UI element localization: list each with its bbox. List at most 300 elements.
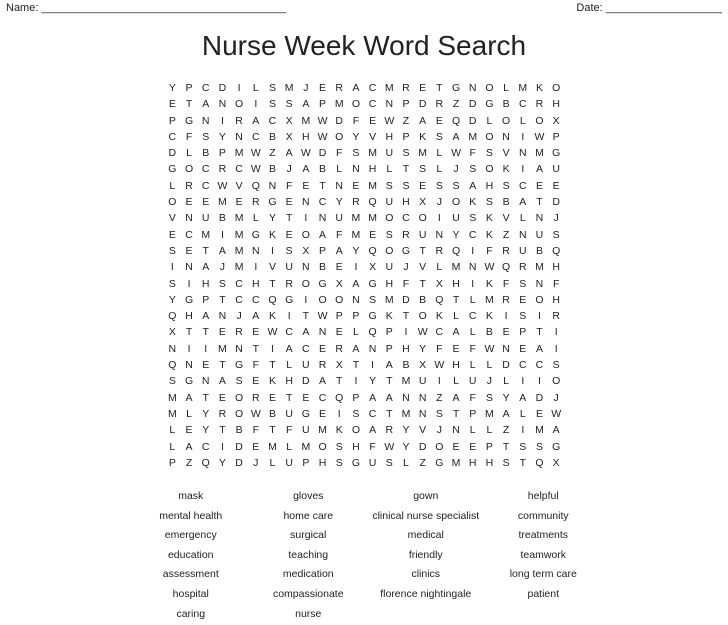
grid-cell[interactable]: O — [485, 130, 494, 143]
grid-cell[interactable]: A — [502, 407, 510, 420]
grid-cell[interactable]: Q — [451, 244, 461, 257]
grid-cell[interactable]: I — [254, 98, 258, 111]
grid-cell[interactable]: B — [202, 147, 210, 160]
grid-cell[interactable]: D — [535, 391, 544, 404]
grid-cell[interactable]: I — [220, 440, 224, 453]
grid-cell[interactable]: L — [436, 147, 443, 160]
grid-cell[interactable]: I — [204, 342, 208, 355]
grid-cell[interactable]: W — [451, 147, 461, 160]
grid-cell[interactable]: L — [486, 359, 493, 372]
grid-cell[interactable]: M — [234, 147, 244, 160]
grid-cell[interactable]: I — [271, 244, 274, 257]
grid-cell[interactable]: F — [486, 244, 493, 257]
grid-cell[interactable]: Q — [201, 456, 210, 469]
grid-cell[interactable]: R — [402, 228, 410, 241]
grid-cell[interactable]: R — [251, 196, 260, 209]
grid-cell[interactable]: S — [202, 130, 210, 143]
grid-cell[interactable]: G — [552, 440, 561, 453]
grid-cell[interactable]: C — [235, 163, 243, 176]
grid-cell[interactable]: S — [335, 456, 343, 469]
grid-cell[interactable]: H — [251, 277, 260, 290]
grid-cell[interactable]: E — [268, 391, 276, 404]
grid-cell[interactable]: C — [251, 130, 260, 143]
grid-cell[interactable]: S — [352, 407, 360, 420]
grid-cell[interactable]: W — [434, 359, 445, 372]
grid-cell[interactable]: G — [401, 244, 411, 257]
grid-cell[interactable]: Y — [452, 228, 460, 241]
grid-cell[interactable]: R — [502, 244, 510, 257]
grid-cell[interactable]: Y — [369, 375, 377, 388]
grid-cell[interactable]: S — [502, 456, 510, 469]
grid-cell[interactable]: E — [218, 391, 226, 404]
grid-cell[interactable]: T — [536, 326, 543, 339]
grid-cell[interactable]: O — [168, 196, 177, 209]
grid-cell[interactable]: O — [485, 163, 494, 176]
grid-cell[interactable]: G — [168, 163, 177, 176]
grid-cell[interactable]: S — [402, 179, 410, 192]
grid-cell[interactable]: B — [419, 293, 427, 306]
grid-cell[interactable]: W — [267, 326, 278, 339]
grid-cell[interactable]: V — [419, 424, 427, 437]
grid-cell[interactable]: G — [351, 456, 360, 469]
grid-cell[interactable]: F — [369, 440, 376, 453]
grid-cell[interactable]: F — [285, 424, 293, 437]
grid-cell[interactable]: A — [519, 391, 527, 404]
grid-cell[interactable]: T — [219, 293, 226, 306]
grid-cell[interactable]: F — [552, 277, 560, 290]
grid-cell[interactable]: N — [535, 277, 544, 290]
grid-cell[interactable]: T — [452, 293, 460, 306]
grid-cell[interactable]: S — [485, 147, 493, 160]
grid-cell[interactable]: I — [437, 212, 441, 225]
grid-cell[interactable]: U — [535, 228, 544, 241]
grid-cell[interactable]: N — [518, 228, 527, 241]
grid-cell[interactable]: S — [485, 196, 493, 209]
grid-cell[interactable]: S — [335, 440, 343, 453]
grid-cell[interactable]: X — [168, 326, 176, 339]
grid-cell[interactable]: H — [452, 277, 460, 290]
grid-cell[interactable]: C — [318, 391, 327, 404]
grid-cell[interactable]: U — [385, 147, 394, 160]
grid-cell[interactable]: A — [369, 424, 377, 437]
grid-cell[interactable]: H — [452, 359, 460, 372]
grid-cell[interactable]: I — [538, 310, 541, 323]
grid-cell[interactable]: F — [252, 424, 259, 437]
grid-cell[interactable]: S — [168, 277, 176, 290]
grid-cell[interactable]: L — [519, 407, 526, 420]
grid-cell[interactable]: H — [402, 342, 410, 355]
grid-cell[interactable]: G — [184, 375, 194, 388]
grid-cell[interactable]: O — [502, 114, 511, 127]
grid-cell[interactable]: T — [536, 196, 543, 209]
grid-cell[interactable]: T — [436, 82, 443, 94]
grid-cell[interactable]: G — [368, 310, 377, 323]
grid-cell[interactable]: N — [468, 82, 477, 94]
grid-cell[interactable]: A — [352, 82, 360, 94]
grid-cell[interactable]: H — [552, 293, 560, 306]
grid-cell[interactable]: X — [285, 114, 293, 127]
grid-cell[interactable]: P — [385, 326, 393, 339]
grid-cell[interactable]: O — [485, 82, 494, 94]
grid-cell[interactable]: A — [302, 326, 310, 339]
grid-cell[interactable]: F — [285, 179, 293, 192]
grid-cell[interactable]: N — [335, 179, 344, 192]
grid-cell[interactable]: P — [385, 342, 393, 355]
grid-cell[interactable]: S — [435, 130, 443, 143]
grid-cell[interactable]: E — [435, 114, 443, 127]
grid-cell[interactable]: M — [535, 147, 544, 160]
grid-cell[interactable]: A — [202, 261, 210, 274]
grid-cell[interactable]: M — [234, 212, 244, 225]
grid-cell[interactable]: T — [202, 326, 209, 339]
grid-cell[interactable]: O — [552, 82, 561, 94]
grid-cell[interactable]: D — [318, 147, 327, 160]
grid-cell[interactable]: E — [235, 196, 243, 209]
grid-cell[interactable]: I — [220, 114, 224, 127]
grid-cell[interactable]: O — [335, 293, 344, 306]
grid-cell[interactable]: Z — [452, 98, 460, 111]
grid-cell[interactable]: R — [435, 244, 444, 257]
grid-cell[interactable]: N — [418, 407, 427, 420]
grid-cell[interactable]: I — [304, 293, 308, 306]
grid-cell[interactable]: L — [469, 359, 476, 372]
grid-cell[interactable]: N — [218, 98, 227, 111]
grid-cell[interactable]: L — [436, 163, 443, 176]
grid-cell[interactable]: C — [201, 440, 210, 453]
grid-cell[interactable]: C — [251, 293, 260, 306]
grid-cell[interactable]: I — [554, 342, 558, 355]
grid-cell[interactable]: S — [285, 244, 293, 257]
grid-cell[interactable]: N — [435, 228, 444, 241]
grid-cell[interactable]: P — [402, 130, 410, 143]
grid-cell[interactable]: N — [385, 98, 394, 111]
grid-cell[interactable]: I — [471, 277, 475, 290]
grid-cell[interactable]: I — [287, 310, 291, 323]
grid-cell[interactable]: M — [218, 342, 227, 355]
grid-cell[interactable]: A — [552, 424, 560, 437]
grid-cell[interactable]: H — [385, 277, 394, 290]
grid-cell[interactable]: G — [184, 293, 194, 306]
grid-cell[interactable]: M — [451, 261, 461, 274]
grid-cell[interactable]: L — [453, 310, 459, 323]
grid-cell[interactable]: Z — [185, 456, 193, 469]
grid-cell[interactable]: T — [402, 163, 410, 176]
grid-cell[interactable]: U — [518, 244, 527, 257]
grid-cell[interactable]: Y — [218, 456, 226, 469]
grid-cell[interactable]: J — [436, 196, 442, 209]
grid-cell[interactable]: N — [468, 261, 477, 274]
grid-cell[interactable]: E — [519, 293, 527, 306]
grid-cell[interactable]: S — [218, 277, 226, 290]
grid-cell[interactable]: A — [218, 244, 226, 257]
grid-cell[interactable]: H — [352, 440, 360, 453]
grid-cell[interactable]: A — [335, 244, 343, 257]
grid-cell[interactable]: Q — [552, 244, 561, 257]
grid-cell[interactable]: A — [252, 310, 260, 323]
grid-cell[interactable]: B — [535, 244, 543, 257]
grid-cell[interactable]: E — [352, 179, 360, 192]
grid-cell[interactable]: I — [538, 375, 541, 388]
grid-cell[interactable]: E — [519, 342, 527, 355]
grid-cell[interactable]: N — [201, 375, 210, 388]
grid-cell[interactable]: Q — [435, 293, 444, 306]
grid-cell[interactable]: T — [319, 179, 326, 192]
grid-cell[interactable]: N — [185, 261, 193, 274]
grid-cell[interactable]: A — [202, 310, 210, 323]
grid-cell[interactable]: U — [335, 212, 344, 225]
grid-cell[interactable]: I — [554, 326, 558, 339]
grid-cell[interactable]: R — [502, 293, 510, 306]
grid-cell[interactable]: M — [301, 114, 311, 127]
grid-cell[interactable]: O — [351, 98, 360, 111]
grid-cell[interactable]: E — [302, 179, 310, 192]
grid-cell[interactable]: Y — [202, 407, 210, 420]
grid-cell[interactable]: D — [418, 98, 427, 111]
grid-cell[interactable]: J — [303, 82, 309, 94]
grid-cell[interactable]: S — [469, 163, 477, 176]
grid-cell[interactable]: A — [419, 114, 427, 127]
grid-cell[interactable]: V — [235, 179, 243, 192]
grid-cell[interactable]: M — [234, 244, 244, 257]
grid-cell[interactable]: N — [368, 342, 377, 355]
grid-cell[interactable]: T — [219, 424, 226, 437]
grid-cell[interactable]: O — [351, 424, 360, 437]
grid-cell[interactable]: C — [368, 98, 377, 111]
grid-cell[interactable]: E — [552, 179, 560, 192]
grid-cell[interactable]: S — [435, 179, 443, 192]
grid-cell[interactable]: M — [368, 212, 377, 225]
grid-cell[interactable]: L — [169, 179, 176, 192]
grid-cell[interactable]: T — [252, 342, 259, 355]
grid-cell[interactable]: B — [319, 261, 327, 274]
grid-cell[interactable]: A — [319, 375, 327, 388]
grid-cell[interactable]: P — [335, 310, 343, 323]
grid-cell[interactable]: J — [453, 163, 459, 176]
grid-cell[interactable]: J — [436, 424, 442, 437]
grid-cell[interactable]: F — [252, 359, 259, 372]
grid-cell[interactable]: S — [268, 82, 276, 94]
grid-cell[interactable]: L — [486, 424, 493, 437]
grid-cell[interactable]: S — [419, 163, 427, 176]
grid-cell[interactable]: E — [419, 82, 427, 94]
grid-cell[interactable]: O — [235, 391, 244, 404]
grid-cell[interactable]: U — [285, 407, 293, 420]
grid-cell[interactable]: S — [268, 98, 276, 111]
grid-cell[interactable]: S — [519, 310, 527, 323]
grid-cell[interactable]: A — [385, 391, 393, 404]
grid-cell[interactable]: I — [170, 261, 174, 274]
grid-cell[interactable]: C — [435, 326, 444, 339]
grid-cell[interactable]: D — [502, 359, 510, 372]
grid-cell[interactable]: A — [302, 163, 310, 176]
grid-cell[interactable]: L — [286, 440, 293, 453]
grid-cell[interactable]: L — [252, 82, 259, 94]
grid-cell[interactable]: T — [419, 277, 426, 290]
grid-cell[interactable]: A — [452, 391, 460, 404]
grid-cell[interactable]: W — [300, 147, 311, 160]
grid-cell[interactable]: I — [471, 244, 475, 257]
grid-cell[interactable]: M — [334, 98, 344, 111]
grid-cell[interactable]: S — [168, 375, 176, 388]
grid-cell[interactable]: S — [469, 212, 477, 225]
grid-cell[interactable]: K — [419, 130, 427, 143]
grid-cell[interactable]: O — [235, 98, 244, 111]
grid-cell[interactable]: K — [485, 310, 493, 323]
grid-cell[interactable]: Z — [269, 147, 276, 160]
grid-cell[interactable]: W — [417, 326, 428, 339]
grid-cell[interactable]: I — [521, 375, 525, 388]
grid-cell[interactable]: T — [269, 277, 276, 290]
grid-cell[interactable]: A — [385, 359, 393, 372]
grid-cell[interactable]: E — [319, 407, 327, 420]
grid-cell[interactable]: O — [184, 163, 194, 176]
grid-cell[interactable]: P — [168, 114, 176, 127]
grid-cell[interactable]: M — [218, 196, 227, 209]
grid-cell[interactable]: X — [302, 244, 310, 257]
grid-cell[interactable]: N — [502, 130, 510, 143]
grid-cell[interactable]: U — [418, 375, 427, 388]
grid-cell[interactable]: P — [168, 456, 176, 469]
grid-cell[interactable]: S — [502, 179, 510, 192]
grid-cell[interactable]: K — [268, 375, 276, 388]
date-field[interactable]: Date: ___________________ — [576, 2, 722, 14]
grid-cell[interactable]: E — [202, 196, 210, 209]
grid-cell[interactable]: I — [437, 375, 441, 388]
grid-cell[interactable]: K — [469, 196, 477, 209]
grid-cell[interactable]: M — [318, 424, 327, 437]
grid-cell[interactable]: M — [485, 293, 494, 306]
grid-cell[interactable]: G — [485, 98, 494, 111]
grid-cell[interactable]: F — [185, 130, 193, 143]
grid-cell[interactable]: R — [352, 196, 360, 209]
grid-cell[interactable]: L — [169, 440, 176, 453]
grid-cell[interactable]: U — [368, 456, 377, 469]
grid-cell[interactable]: P — [302, 456, 310, 469]
grid-cell[interactable]: N — [185, 359, 193, 372]
grid-cell[interactable]: O — [435, 440, 444, 453]
grid-cell[interactable]: C — [402, 212, 410, 225]
grid-cell[interactable]: M — [518, 82, 528, 94]
grid-cell[interactable]: L — [469, 424, 476, 437]
grid-cell[interactable]: N — [402, 391, 410, 404]
grid-cell[interactable]: E — [335, 261, 343, 274]
grid-cell[interactable]: W — [217, 179, 228, 192]
grid-cell[interactable]: D — [235, 456, 243, 469]
grid-cell[interactable]: N — [518, 147, 527, 160]
grid-cell[interactable]: B — [402, 359, 410, 372]
grid-cell[interactable]: N — [251, 244, 260, 257]
grid-cell[interactable]: G — [235, 359, 244, 372]
grid-cell[interactable]: N — [268, 179, 277, 192]
grid-cell[interactable]: L — [503, 82, 510, 94]
grid-cell[interactable]: A — [252, 114, 260, 127]
grid-cell[interactable]: L — [519, 114, 526, 127]
grid-cell[interactable]: H — [485, 179, 494, 192]
grid-cell[interactable]: N — [302, 261, 310, 274]
grid-cell[interactable]: N — [535, 212, 544, 225]
grid-cell[interactable]: H — [318, 456, 327, 469]
grid-cell[interactable]: L — [403, 456, 409, 469]
grid-cell[interactable]: I — [521, 424, 525, 437]
grid-cell[interactable]: X — [419, 359, 427, 372]
grid-cell[interactable]: U — [201, 212, 210, 225]
grid-cell[interactable]: M — [167, 391, 177, 404]
grid-cell[interactable]: X — [552, 114, 560, 127]
grid-cell[interactable]: N — [418, 391, 427, 404]
grid-cell[interactable]: M — [401, 375, 411, 388]
grid-cell[interactable]: F — [352, 114, 360, 127]
grid-cell[interactable]: O — [418, 310, 427, 323]
grid-cell[interactable]: R — [335, 82, 344, 94]
grid-cell[interactable]: S — [352, 147, 360, 160]
grid-cell[interactable]: Q — [268, 293, 277, 306]
grid-cell[interactable]: W — [484, 342, 495, 355]
grid-cell[interactable]: J — [286, 163, 292, 176]
grid-cell[interactable]: V — [502, 212, 510, 225]
grid-cell[interactable]: L — [169, 424, 176, 437]
grid-cell[interactable]: S — [519, 277, 527, 290]
grid-cell[interactable]: V — [168, 212, 176, 225]
grid-cell[interactable]: Y — [335, 196, 343, 209]
grid-cell[interactable]: J — [553, 212, 559, 225]
grid-cell[interactable]: C — [518, 359, 527, 372]
grid-cell[interactable]: B — [218, 212, 226, 225]
grid-cell[interactable]: R — [335, 342, 344, 355]
grid-cell[interactable]: E — [202, 359, 210, 372]
grid-cell[interactable]: F — [502, 277, 510, 290]
grid-cell[interactable]: R — [218, 407, 227, 420]
grid-cell[interactable]: O — [385, 212, 394, 225]
grid-cell[interactable]: Y — [402, 440, 410, 453]
grid-cell[interactable]: G — [184, 114, 194, 127]
grid-cell[interactable]: Q — [535, 456, 544, 469]
grid-cell[interactable]: Z — [419, 456, 426, 469]
grid-cell[interactable]: M — [418, 147, 428, 160]
grid-cell[interactable]: K — [485, 212, 493, 225]
grid-cell[interactable]: T — [285, 391, 293, 404]
grid-cell[interactable]: Q — [368, 244, 377, 257]
grid-cell[interactable]: R — [318, 359, 327, 372]
grid-cell[interactable]: Y — [352, 130, 360, 143]
grid-cell[interactable]: L — [519, 212, 526, 225]
grid-cell[interactable]: P — [319, 244, 327, 257]
grid-cell[interactable]: X — [335, 277, 343, 290]
grid-cell[interactable]: K — [485, 277, 493, 290]
grid-cell[interactable]: M — [384, 293, 394, 306]
grid-cell[interactable]: A — [535, 163, 543, 176]
grid-cell[interactable]: B — [502, 98, 510, 111]
grid-cell[interactable]: M — [451, 456, 461, 469]
grid-cell[interactable]: W — [317, 130, 328, 143]
grid-cell[interactable]: K — [385, 310, 393, 323]
grid-cell[interactable]: T — [336, 375, 343, 388]
grid-cell[interactable]: P — [519, 326, 527, 339]
grid-cell[interactable]: R — [552, 310, 560, 323]
grid-cell[interactable]: M — [284, 82, 294, 94]
grid-cell[interactable]: L — [186, 147, 192, 160]
grid-cell[interactable]: A — [218, 375, 226, 388]
grid-cell[interactable]: A — [302, 98, 310, 111]
grid-cell[interactable]: I — [271, 342, 274, 355]
grid-cell[interactable]: W — [384, 440, 395, 453]
grid-cell[interactable]: W — [317, 114, 328, 127]
grid-cell[interactable]: M — [268, 440, 277, 453]
grid-cell[interactable]: M — [368, 147, 377, 160]
grid-cell[interactable]: B — [268, 163, 276, 176]
grid-cell[interactable]: I — [354, 375, 358, 388]
grid-cell[interactable]: S — [385, 456, 393, 469]
grid-cell[interactable]: R — [235, 326, 243, 339]
